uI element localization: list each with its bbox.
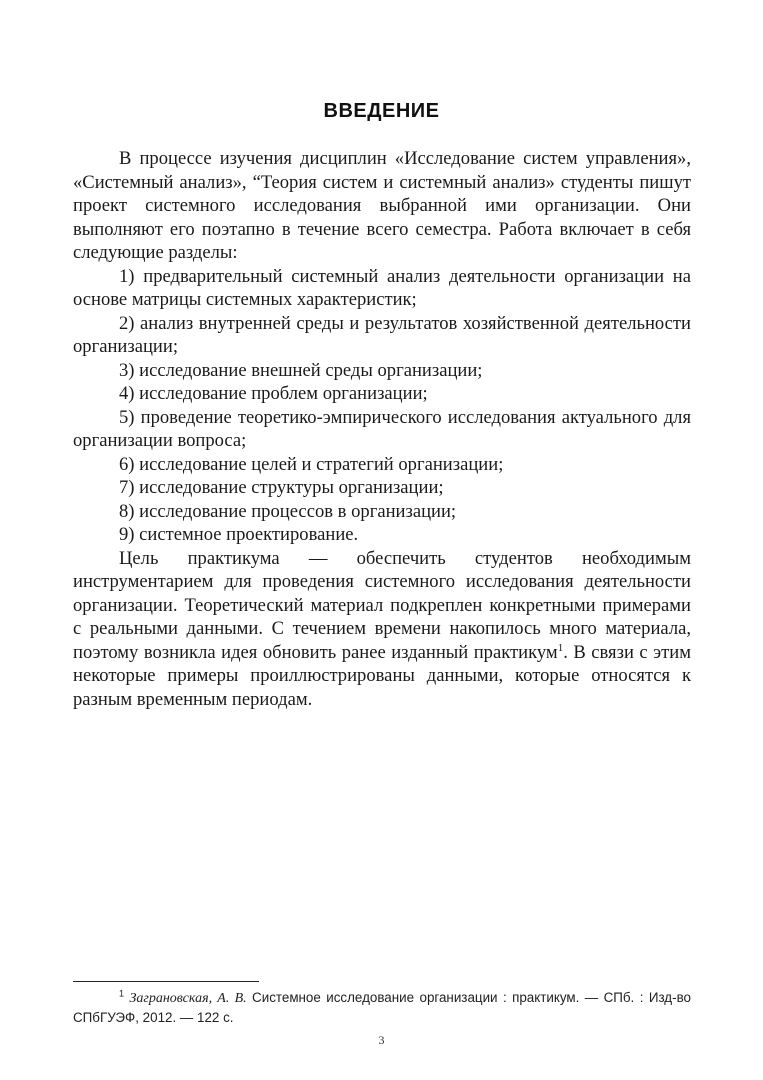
footnote-reference[interactable]: 1	[557, 641, 564, 654]
page-title: ВВЕДЕНИЕ	[323, 100, 440, 122]
list-item-3: 3) исследование внешней среды организации;	[119, 359, 483, 381]
body-text	[73, 147, 691, 711]
goal-text-part-1: Цель практикума — обеспечить студентов необходимым инструментарием для проведения системного исследования деятельности организации. Теоретический материал подкреплен конкретными примерами с реальными данными. С течением времени накопилось много материала, поэтому возникла идея обновить ранее изданный практикум	[73, 547, 691, 663]
list-item-4: 4) исследование проблем организации;	[119, 383, 428, 404]
footnote-author: Заграновская, А. В.	[129, 991, 247, 1006]
intro-paragraph: В процессе изучения дисциплин «Исследование систем управления», «Системный анализ», “Теория систем и системный анализ» студенты пишут проект системного исследования выбранной ими организации. Они выполняют его поэтапно в течение всего семестра. Работа включает в себя следующие разделы:	[73, 148, 691, 263]
list-item-6: 6) исследование целей и стратегий организации;	[119, 453, 504, 475]
list-item-9: 9) системное проектирование.	[119, 524, 359, 545]
list-item-7: 7) исследование структуры организации;	[119, 477, 444, 498]
footnote-divider	[73, 981, 259, 982]
footnote-text: Системное исследование организации : практикум. — СПб. : Изд-во СПбГУЭФ, 2012. — 122 с.	[73, 990, 691, 1025]
footnote	[73, 988, 691, 1027]
goal-text-part-2: . В связи с этим некоторые примеры проиллюстрированы данными, которые относятся к разным временным периодам.	[73, 641, 692, 710]
list-item-8: 8) исследование процессов в организации;	[119, 500, 457, 522]
list-item-2: 2) анализ внутренней среды и результатов хозяйственной деятельности организации;	[73, 312, 691, 357]
list-item-5: 5) проведение теоретико-эмпирического исследования актуального для организации вопроса;	[73, 406, 691, 451]
list-item-1: 1) предварительный системный анализ деятельности организации на основе матрицы системных характеристик;	[73, 265, 691, 310]
footnote-mark: 1	[119, 988, 125, 999]
goal-paragraph	[73, 547, 691, 712]
page-number: 3	[378, 1033, 385, 1047]
